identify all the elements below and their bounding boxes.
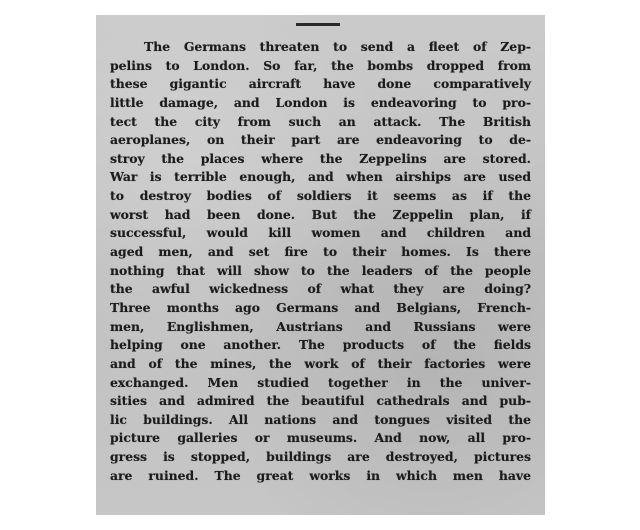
article-line: the awful wickedness of what they are doing? <box>110 281 531 297</box>
article-line: successful, would kill women and children and <box>110 225 531 241</box>
article-line: War is terrible enough, and when airships are used <box>110 169 531 185</box>
article-line: The Germans threaten to send a fleet of Zep- <box>144 39 531 54</box>
article-line: exchanged. Men studied together in the univer- <box>110 374 531 390</box>
article-line: little damage, and London is endeavoring to pro- <box>110 94 531 110</box>
article-line: lic buildings. All nations and tongues visited the <box>110 411 531 427</box>
article-line: picture galleries or museums. And now, all pro- <box>110 430 531 446</box>
article-line: aeroplanes, on their part are endeavoring to de- <box>110 132 531 148</box>
article-line: pelins to London. So far, the bombs dropped from <box>110 57 531 73</box>
article-line: worst had been done. But the Zeppelin plan, if <box>110 206 531 222</box>
article-line: and of the mines, the work of their factories were <box>110 355 531 371</box>
article-line: sities and admired the beautiful cathedrals and pub- <box>110 393 531 409</box>
newspaper-clipping <box>96 15 545 515</box>
article-line: aged men, and set fire to their homes. Is there <box>110 244 531 260</box>
article-line: tect the city from such an attack. The British <box>110 113 531 129</box>
article-line: men, Englishmen, Austrians and Russians were <box>110 318 531 334</box>
article-line: gress is stopped, buildings are destroyed, pictures <box>110 449 531 465</box>
article-line: stroy the places where the Zeppelins are stored. <box>110 150 531 166</box>
article-line: these gigantic aircraft have done comparatively <box>110 76 531 92</box>
column-rule <box>296 23 340 26</box>
article-line: nothing that will show to the leaders of the people <box>110 262 531 278</box>
article-line: helping one another. The products of the fields <box>110 337 531 353</box>
article-line: Three months ago Germans and Belgians, French- <box>110 299 531 315</box>
article-line: to destroy bodies of soldiers it seems as if the <box>110 188 531 204</box>
article-line: are ruined. The great works in which men have <box>110 467 531 483</box>
article-text <box>110 38 531 485</box>
